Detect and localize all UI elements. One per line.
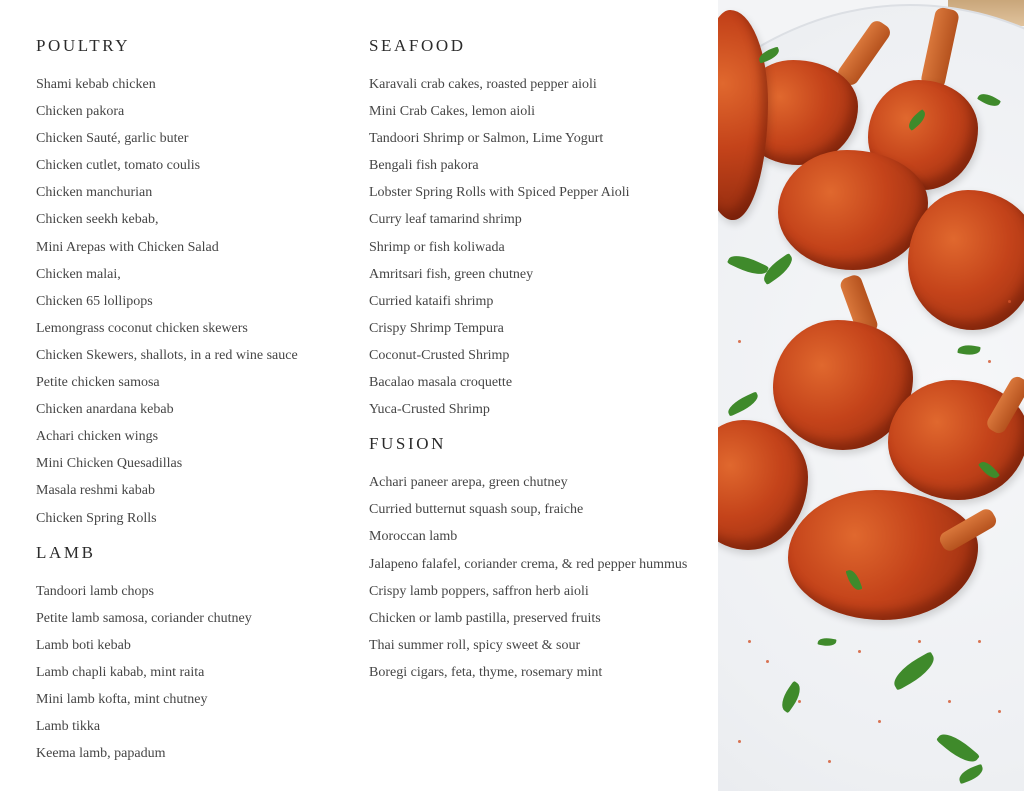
seafood-item: Amritsari fish, green chutney — [369, 266, 534, 282]
seafood-item: Shrimp or fish koliwada — [369, 239, 505, 255]
fusion-item: Boregi cigars, feta, thyme, rosemary mint — [369, 664, 603, 680]
lamb-heading: LAMB — [36, 542, 96, 562]
poultry-item: Chicken pakora — [36, 104, 125, 120]
spice-speck — [988, 360, 991, 363]
poultry-item: Chicken seekh kebab, — [36, 212, 159, 228]
poultry-item: Shami kebab chicken — [36, 77, 156, 92]
spice-speck — [748, 640, 751, 643]
spice-speck — [918, 640, 921, 643]
lamb-item: Lamb chapli kabab, mint raita — [36, 664, 205, 680]
poultry-item: Chicken anardana kebab — [36, 402, 174, 418]
fusion-item: Jalapeno falafel, coriander crema, & red pepper hummus — [369, 556, 688, 572]
fried-chicken-lollipops-photo — [718, 0, 1024, 791]
seafood-item: Yuca-Crusted Shrimp — [369, 402, 490, 418]
fusion-item: Crispy lamb poppers, saffron herb aioli — [369, 583, 589, 599]
seafood-item: Karavali crab cakes, roasted pepper aioli — [369, 77, 597, 92]
spice-speck — [738, 340, 741, 343]
lamb-item: Keema lamb, papadum — [36, 746, 166, 762]
poultry-item: Chicken malai, — [36, 266, 121, 282]
chicken-lollipop — [908, 190, 1024, 330]
fusion-item: Chicken or lamb pastilla, preserved fruits — [369, 610, 601, 626]
fusion-heading: FUSION — [369, 434, 447, 454]
poultry-item: Chicken Sauté, garlic buter — [36, 131, 189, 147]
fusion-item: Curried butternut squash soup, fraiche — [369, 502, 584, 518]
seafood-heading: SEAFOOD — [369, 36, 466, 55]
lamb-item: Tandoori lamb chops — [36, 583, 154, 599]
middle-column — [369, 34, 714, 686]
spice-speck — [798, 700, 801, 703]
poultry-item: Petite chicken samosa — [36, 375, 160, 391]
poultry-item: Lemongrass coconut chicken skewers — [36, 320, 248, 336]
spice-speck — [978, 640, 981, 643]
poultry-item: Achari chicken wings — [36, 429, 159, 445]
seafood-item: Crispy Shrimp Tempura — [369, 320, 504, 336]
poultry-item: Mini Chicken Quesadillas — [36, 456, 183, 472]
poultry-list — [36, 71, 356, 532]
spice-speck — [858, 650, 861, 653]
lamb-item: Lamb tikka — [36, 719, 101, 735]
lamb-item: Petite lamb samosa, coriander chutney — [36, 610, 252, 626]
seafood-item: Coconut-Crusted Shrimp — [369, 347, 510, 363]
left-column — [36, 34, 356, 767]
lamb-item: Mini lamb kofta, mint chutney — [36, 691, 208, 707]
spice-speck — [998, 710, 1001, 713]
poultry-item: Chicken 65 lollipops — [36, 293, 153, 309]
fusion-item: Moroccan lamb — [369, 529, 458, 545]
fusion-list — [369, 469, 714, 686]
seafood-list — [369, 71, 714, 423]
seafood-item: Mini Crab Cakes, lemon aioli — [369, 104, 536, 120]
fusion-item: Thai summer roll, spicy sweet & sour — [369, 637, 581, 653]
seafood-item: Tandoori Shrimp or Salmon, Lime Yogurt — [369, 131, 604, 147]
spice-speck — [1008, 300, 1011, 303]
lamb-item: Lamb boti kebab — [36, 637, 131, 653]
poultry-item: Masala reshmi kabab — [36, 483, 155, 499]
poultry-item: Chicken Spring Rolls — [36, 510, 157, 526]
spice-speck — [878, 720, 881, 723]
poultry-item: Mini Arepas with Chicken Salad — [36, 239, 219, 255]
seafood-item: Bacalao masala croquette — [369, 375, 513, 391]
seafood-item: Curry leaf tamarind shrimp — [369, 212, 522, 228]
poultry-heading: POULTRY — [36, 36, 131, 55]
seafood-item: Bengali fish pakora — [369, 158, 479, 174]
poultry-item: Chicken manchurian — [36, 185, 153, 201]
spice-speck — [766, 660, 769, 663]
poultry-item: Chicken cutlet, tomato coulis — [36, 158, 201, 174]
lamb-list — [36, 578, 356, 768]
seafood-item: Curried kataifi shrimp — [369, 293, 494, 309]
spice-speck — [828, 760, 831, 763]
poultry-item: Chicken Skewers, shallots, in a red wine sauce — [36, 347, 298, 363]
spice-speck — [948, 700, 951, 703]
spice-speck — [738, 740, 741, 743]
fusion-item: Achari paneer arepa, green chutney — [369, 475, 568, 491]
seafood-item: Lobster Spring Rolls with Spiced Pepper Aioli — [369, 185, 630, 201]
